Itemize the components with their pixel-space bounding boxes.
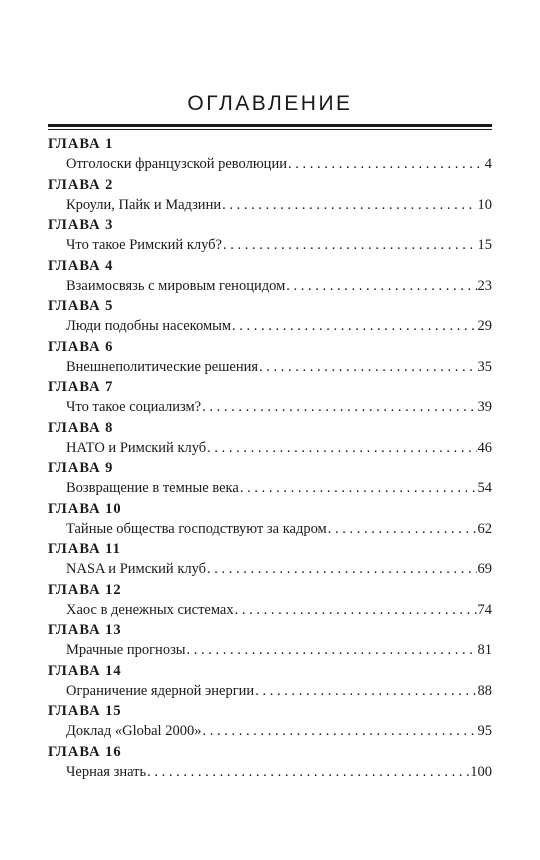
dot-leader bbox=[328, 519, 477, 539]
toc-line[interactable] bbox=[48, 357, 492, 377]
dot-leader bbox=[259, 357, 476, 377]
page-number: 35 bbox=[477, 358, 492, 375]
chapter-title: Что такое социализм? bbox=[66, 399, 202, 415]
toc-line[interactable] bbox=[48, 397, 492, 417]
page-title: ОГЛАВЛЕНИЕ bbox=[187, 92, 353, 115]
toc-entry bbox=[48, 296, 492, 337]
dot-leader bbox=[286, 276, 476, 296]
chapter-label: ГЛАВА 3 bbox=[48, 217, 114, 233]
toc-entry bbox=[48, 458, 492, 499]
chapter-label: ГЛАВА 8 bbox=[48, 419, 114, 436]
toc-entry bbox=[48, 175, 492, 216]
chapter-title: НАТО и Римский клуб bbox=[66, 439, 207, 456]
toc-entry bbox=[48, 418, 492, 459]
dot-leader bbox=[222, 195, 476, 215]
chapter-label: ГЛАВА 1 bbox=[48, 136, 114, 152]
dot-leader bbox=[207, 438, 476, 458]
toc-entry bbox=[48, 661, 492, 702]
toc-entry bbox=[48, 134, 492, 175]
page-number: 23 bbox=[477, 277, 492, 294]
toc-line[interactable] bbox=[48, 681, 492, 701]
chapter-title: Возвращение в темные века bbox=[66, 480, 239, 496]
chapter-label: ГЛАВА 7 bbox=[48, 379, 114, 395]
chapter-title: Доклад «Global 2000» bbox=[66, 723, 202, 739]
page-number: 39 bbox=[477, 399, 492, 415]
toc-line[interactable] bbox=[48, 559, 492, 579]
dot-leader bbox=[235, 600, 477, 620]
chapter-title: Взаимосвязь с мировым геноцидом bbox=[66, 277, 286, 294]
chapter-label: ГЛАВА 4 bbox=[48, 257, 114, 274]
toc-line[interactable] bbox=[48, 519, 492, 539]
page-number: 54 bbox=[477, 480, 492, 496]
toc-entry bbox=[48, 499, 492, 540]
page-number: 95 bbox=[477, 723, 492, 739]
dot-leader bbox=[202, 397, 476, 417]
chapter-label: ГЛАВА 10 bbox=[48, 500, 122, 517]
heading-rule-thick bbox=[48, 124, 492, 127]
toc-line[interactable] bbox=[48, 478, 492, 498]
dot-leader bbox=[223, 235, 477, 255]
page-number: 10 bbox=[477, 196, 492, 213]
page-number: 29 bbox=[477, 318, 492, 334]
toc-entry bbox=[48, 256, 492, 297]
page-number: 100 bbox=[470, 763, 492, 780]
chapter-title: Черная знать bbox=[66, 763, 147, 780]
page-number: 62 bbox=[477, 520, 492, 537]
toc-entry bbox=[48, 580, 492, 621]
toc-line[interactable] bbox=[48, 154, 492, 174]
page-number: 74 bbox=[477, 601, 492, 618]
chapter-title: Мрачные прогнозы bbox=[66, 642, 186, 658]
page-number: 88 bbox=[477, 682, 492, 699]
chapter-label: ГЛАВА 14 bbox=[48, 662, 122, 679]
chapter-label: ГЛАВА 9 bbox=[48, 460, 114, 476]
toc-line[interactable] bbox=[48, 235, 492, 255]
page-number: 81 bbox=[477, 642, 492, 658]
page-number: 15 bbox=[477, 237, 492, 253]
chapter-title: Хаос в денежных системах bbox=[66, 601, 234, 618]
chapter-label: ГЛАВА 13 bbox=[48, 622, 122, 638]
toc-line[interactable] bbox=[48, 438, 492, 458]
dot-leader bbox=[207, 559, 476, 579]
toc-entry bbox=[48, 337, 492, 378]
toc-entry bbox=[48, 620, 492, 661]
chapter-title: Тайные общества господствуют за кадром bbox=[66, 520, 327, 537]
toc-entry bbox=[48, 701, 492, 742]
chapter-label: ГЛАВА 16 bbox=[48, 743, 122, 760]
chapter-title: Внешнеполитические решения bbox=[66, 358, 259, 375]
table-of-contents bbox=[48, 134, 492, 782]
toc-line[interactable] bbox=[48, 600, 492, 620]
dot-leader bbox=[147, 762, 469, 782]
chapter-title: Что такое Римский клуб? bbox=[66, 237, 222, 253]
dot-leader bbox=[240, 478, 477, 498]
toc-line[interactable] bbox=[48, 316, 492, 336]
dot-leader bbox=[255, 681, 476, 701]
page-number: 69 bbox=[477, 561, 492, 577]
chapter-label: ГЛАВА 11 bbox=[48, 541, 121, 557]
heading-rule-thin bbox=[48, 129, 492, 130]
chapter-title: Люди подобны насекомым bbox=[66, 318, 232, 334]
chapter-label: ГЛАВА 12 bbox=[48, 581, 122, 598]
chapter-label: ГЛАВА 2 bbox=[48, 176, 114, 193]
toc-line[interactable] bbox=[48, 195, 492, 215]
dot-leader bbox=[187, 640, 477, 660]
dot-leader bbox=[202, 721, 476, 741]
toc-line[interactable] bbox=[48, 276, 492, 296]
toc-entry bbox=[48, 215, 492, 256]
chapter-title: NASA и Римский клуб bbox=[66, 561, 207, 577]
chapter-label: ГЛАВА 15 bbox=[48, 703, 122, 719]
chapter-title: Кроули, Пайк и Мадзини bbox=[66, 196, 222, 213]
toc-entry bbox=[48, 742, 492, 783]
page-number: 4 bbox=[484, 156, 492, 172]
page-number: 46 bbox=[477, 439, 492, 456]
toc-entry bbox=[48, 539, 492, 580]
toc-line[interactable] bbox=[48, 640, 492, 660]
chapter-label: ГЛАВА 6 bbox=[48, 338, 114, 355]
toc-entry bbox=[48, 377, 492, 418]
chapter-title: Отголоски французской революции bbox=[66, 156, 287, 172]
dot-leader bbox=[232, 316, 476, 336]
toc-line[interactable] bbox=[48, 721, 492, 741]
toc-line[interactable] bbox=[48, 762, 492, 782]
dot-leader bbox=[288, 154, 484, 174]
chapter-label: ГЛАВА 5 bbox=[48, 298, 114, 314]
chapter-title: Ограничение ядерной энергии bbox=[66, 682, 255, 699]
